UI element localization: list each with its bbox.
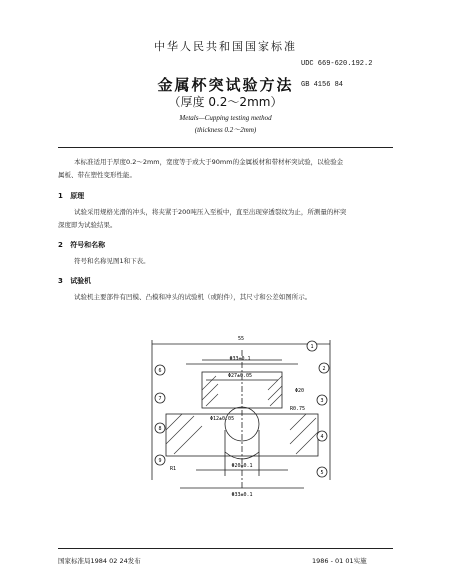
callout-1: 1 (310, 344, 314, 350)
callout-6: 6 (158, 368, 162, 374)
dim-right-upper: Φ20 (295, 388, 305, 394)
dim-overall: 55 (237, 336, 245, 342)
cupping-test-figure (140, 320, 340, 510)
dim-punch: Φ12±0.05 (210, 416, 235, 422)
page-subtitle: （厚度 0.2～2mm） (168, 95, 283, 109)
gb-code: GB 4156 84 (301, 81, 344, 89)
udc-code: UDC 669-620.192.2 (301, 60, 373, 68)
bottom-divider (58, 548, 393, 549)
dim-radius-2: R1 (170, 466, 177, 472)
callout-7: 7 (158, 396, 162, 402)
section-2-title: 符号和名称 (70, 241, 106, 249)
section-3-title: 试验机 (70, 277, 92, 285)
callout-3: 3 (320, 398, 324, 404)
english-subtitle: (thickness 0.2～2mm) (194, 126, 257, 134)
section-1-line-2: 深度即为试验结果。 (58, 221, 117, 229)
section-2-heading (58, 240, 105, 250)
dim-lower-inner: Φ20±0.1 (231, 463, 253, 469)
section-1-line-1: 试验采用规格光滑的冲头，将夹紧于200吨压入至板中，直至出现穿透裂纹为止，所测量的杯突 (74, 208, 347, 216)
effective-date: 1986 - 01 01实施 (312, 557, 367, 565)
intro-line-1: 本标准适用于厚度0.2～2mm，宽度等于或大于90mm的金属板材和带材杯突试验，以检验金 (74, 158, 344, 166)
dim-upper-inner: Φ27±0.05 (227, 373, 253, 379)
section-3-heading (58, 276, 91, 286)
section-1-number: 1 (58, 192, 63, 200)
page-title: 金属杯突试验方法 (157, 76, 294, 94)
section-1-heading (58, 191, 84, 201)
section-3-number: 3 (58, 277, 63, 285)
callout-2: 2 (322, 366, 326, 372)
top-divider (58, 147, 393, 148)
callout-4: 4 (320, 434, 324, 440)
section-2-number: 2 (58, 241, 63, 249)
english-title: Metals—Cupping testing method (179, 114, 272, 122)
callout-5: 5 (320, 470, 324, 476)
section-1-title: 原理 (70, 192, 85, 200)
section-2-line-1: 符号和名称见图1和下表。 (74, 257, 150, 265)
callout-8: 8 (158, 426, 162, 432)
dim-upper-outer: Φ33±0.1 (229, 356, 251, 362)
section-3-line-1: 试验机主要部件有凹模、凸模和冲头的试验机（或附件），其尺寸和公差如图所示。 (74, 293, 312, 301)
dim-radius-1: R0.75 (290, 406, 306, 412)
country-standard-header: 中华人民共和国国家标准 (154, 40, 297, 53)
intro-line-2: 属板、带在塑性变形性能。 (58, 171, 136, 179)
dim-lower-outer: Φ33±0.1 (231, 492, 253, 498)
callout-9: 9 (158, 458, 162, 464)
publish-date: 国家标准局1984 02 24发布 (58, 557, 141, 565)
